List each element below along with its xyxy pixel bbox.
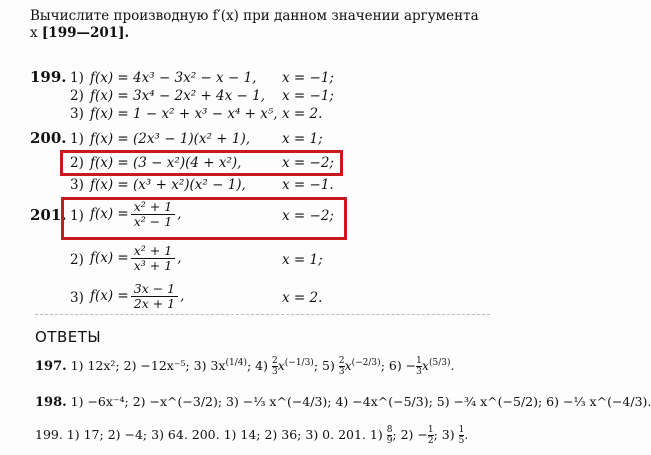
problem-200-number: 200. — [30, 129, 67, 147]
problem-201-3-fraction — [131, 282, 178, 311]
problem-201-2-tail: , — [177, 250, 182, 266]
problem-200-3-argument: x = −1. — [282, 177, 334, 193]
answer-201-mid: ; 2) − — [392, 427, 428, 442]
answer-197-number: 197. — [35, 359, 67, 374]
problem-199-3-argument: x = 2. — [282, 106, 323, 122]
answer-197-exp-4: (−1/3) — [284, 357, 314, 368]
highlight-box-200-2 — [60, 150, 343, 176]
problem-201-2-denominator: x³ + 1 — [133, 258, 173, 273]
problem-201-3-argument: x = 2. — [282, 290, 323, 306]
problem-201-2-function — [90, 244, 181, 273]
answer-197-part-6: ; 6) − — [380, 358, 417, 373]
problem-201-2-label: 2) — [70, 252, 84, 268]
answer-201-frac-2-den: 2 — [427, 436, 434, 446]
problem-199-2-function: f(x) = 3x⁴ − 2x² + 4x − 1, — [90, 88, 266, 104]
problem-199-1-label: 1) — [70, 70, 84, 86]
answer-198-text: 1) −6x⁻⁴; 2) −x^(−3/2); 3) −⅓ x^(−4/3); 4) −4x^(−5/3); 5) −¾ x^(−5/2); 6) −⅓ x^(−4/3). — [70, 394, 651, 409]
problem-201-2-lhs: f(x) = — [90, 250, 129, 266]
problem-199-2-label: 2) — [70, 88, 84, 104]
task-statement — [30, 8, 490, 42]
problem-201-3-function — [90, 282, 184, 311]
answer-197-exp-3: (1/4) — [225, 357, 247, 368]
answer-197-frac-6-den: 3 — [416, 367, 422, 377]
problem-200-1-argument: x = 1; — [282, 131, 323, 147]
answer-201-end: . — [464, 427, 469, 442]
problem-201-1-argument: x = −2; — [282, 208, 334, 224]
answer-197-part-4: ; 4) — [246, 358, 268, 373]
problem-199-3-label: 3) — [70, 106, 84, 122]
answer-201-frac-1-den: 9 — [386, 436, 393, 446]
answer-197-frac-5-den: 3 — [338, 367, 345, 377]
answer-198 — [35, 394, 651, 410]
problem-201-3-numerator: 3x − 1 — [131, 282, 178, 297]
highlight-box-201-1 — [61, 197, 347, 240]
answer-201-frac-2-num: 1 — [427, 425, 434, 435]
problem-199-number: 199. — [30, 68, 67, 86]
answer-197 — [35, 356, 454, 377]
answer-197-var-6: x — [421, 358, 429, 373]
answer-197-frac-6-num: 1 — [416, 356, 422, 366]
problem-201-1-lhs: f(x) = — [90, 206, 129, 222]
problem-200-2-function: f(x) = (3 − x²)(4 + x²), — [90, 155, 242, 171]
answer-199-201-text: 199. 1) 17; 2) −4; 3) 64. 200. 1) 14; 2) 36; 3) 0. 201. 1) — [35, 427, 383, 442]
answer-197-exp-5: (−2/3) — [351, 357, 381, 368]
problem-201-3-denominator: 2x + 1 — [133, 296, 176, 311]
problem-199-1-function: f(x) = 4x³ − 3x² − x − 1, — [90, 70, 257, 86]
problem-201-2-argument: x = 1; — [282, 252, 323, 268]
answer-198-number: 198. — [35, 395, 67, 410]
answer-201-mid2: ; 3) — [433, 427, 455, 442]
answer-197-part-1: 1) 12x²; 2) −12x⁻⁵; 3) 3x — [70, 358, 226, 373]
answer-197-exp-6: (5/3) — [428, 357, 451, 368]
problem-200-1-function: f(x) = (2x³ − 1)(x² + 1), — [90, 131, 251, 147]
answer-197-var-4: x — [277, 358, 285, 373]
problem-201-1-tail: , — [177, 206, 182, 222]
section-divider — [35, 314, 490, 315]
problem-201-3-lhs: f(x) = — [90, 288, 129, 304]
answers-heading: ОТВЕТЫ — [35, 328, 102, 346]
answer-201-frac-3-den: 5 — [458, 436, 465, 446]
problem-201-2-numerator: x² + 1 — [131, 244, 175, 259]
task-text: Вычислите производную f′(x) при данном значении аргумента x — [30, 8, 479, 41]
problem-201-3-tail: , — [180, 288, 185, 304]
answer-197-frac-4-num: 2 — [271, 356, 278, 366]
task-range: [199—201]. — [41, 25, 130, 41]
problem-199-3-function: f(x) = 1 − x² + x³ − x⁴ + x⁵, — [90, 106, 278, 122]
problem-201-1-label: 1) — [70, 208, 84, 224]
answer-199-201 — [35, 425, 468, 446]
answer-201-frac-1-num: 8 — [386, 425, 393, 435]
problem-199-2-argument: x = −1; — [282, 88, 334, 104]
problem-200-2-argument: x = −2; — [282, 155, 334, 171]
problem-200-3-label: 3) — [70, 177, 84, 193]
problem-200-1-label: 1) — [70, 131, 84, 147]
answer-197-part-5: ; 5) — [313, 358, 335, 373]
answer-197-end: . — [450, 358, 455, 373]
problem-201-2-fraction — [131, 244, 175, 273]
answer-197-var-5: x — [344, 358, 352, 373]
answer-197-frac-4-den: 3 — [271, 367, 278, 377]
problem-201-3-label: 3) — [70, 290, 84, 306]
problem-201-number: 201. — [30, 206, 67, 224]
problem-201-1-numerator: x² + 1 — [131, 200, 175, 215]
problem-200-2-label: 2) — [70, 155, 84, 171]
answer-197-frac-5-num: 2 — [338, 356, 345, 366]
answer-201-frac-3-num: 1 — [458, 425, 465, 435]
problem-201-1-denominator: x² − 1 — [133, 214, 173, 229]
problem-200-3-function: f(x) = (x³ + x²)(x² − 1), — [90, 177, 246, 193]
problem-199-1-argument: x = −1; — [282, 70, 334, 86]
